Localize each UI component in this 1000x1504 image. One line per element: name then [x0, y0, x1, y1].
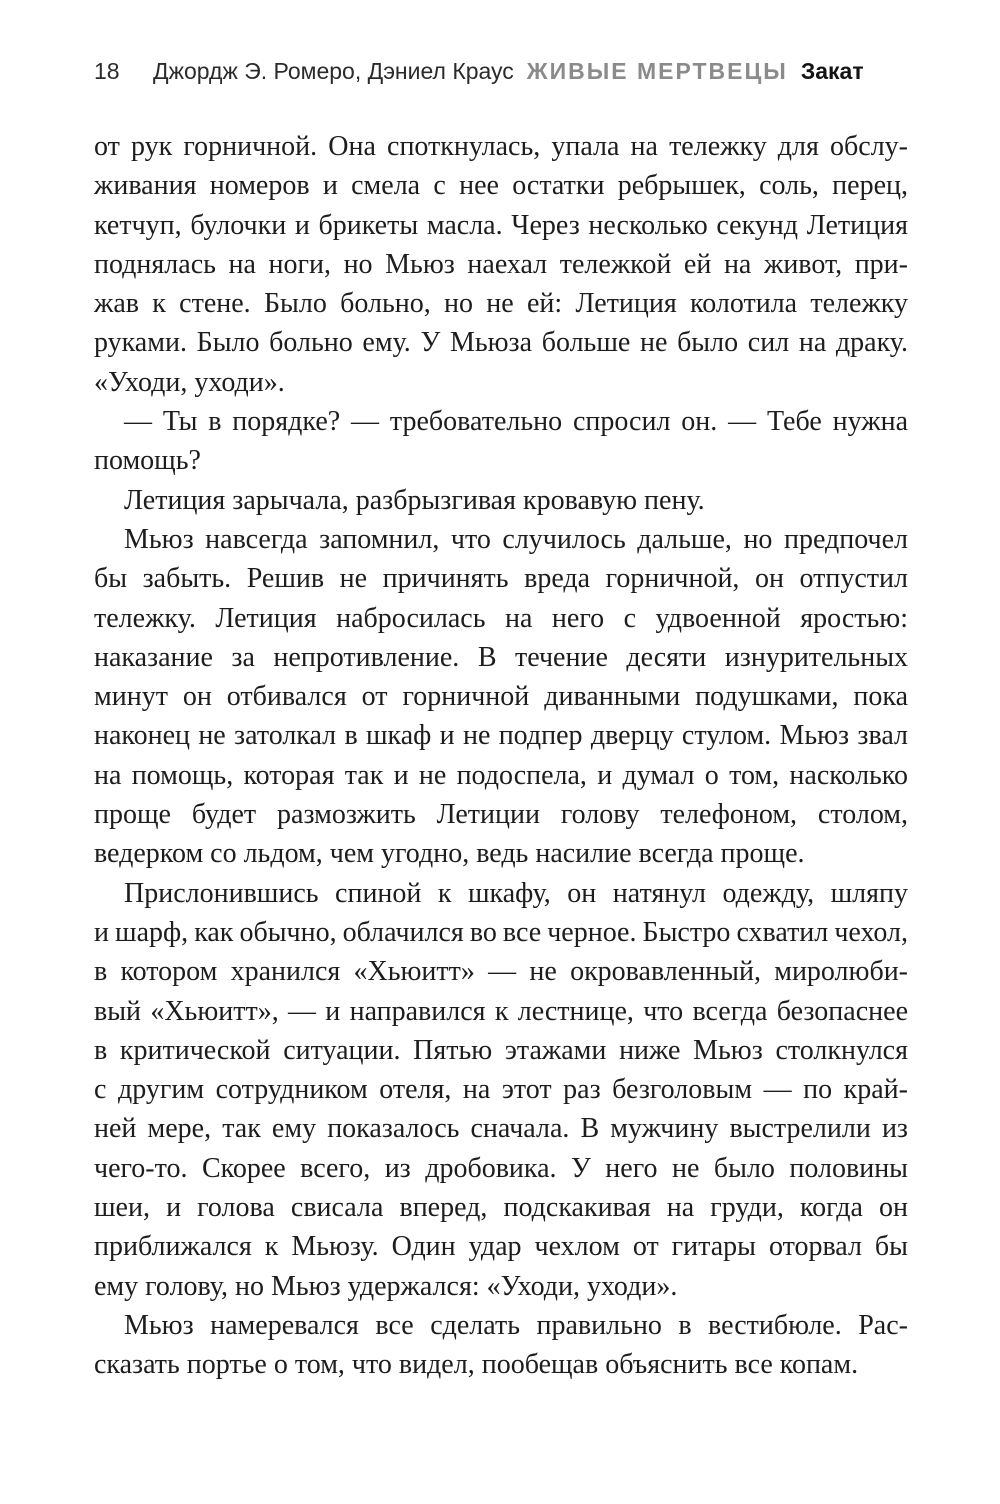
text-line: в котором хранился «Хьюитт» — не окровавленный, миролюби- — [94, 956, 908, 988]
text-line: живания номеров и смела с нее остатки ребрышек, соль, перец, — [94, 170, 908, 202]
running-header — [94, 57, 908, 85]
text-line: шеи, и голова свисала вперед, подскакивая на груди, когда он — [94, 1192, 908, 1224]
text-line: наказание за непротивление. В течение десяти изнурительных — [94, 641, 908, 673]
page-number: 18 — [94, 58, 120, 84]
text-line: ведерком со льдом, чем угодно, ведь насилие всегда проще. — [94, 838, 805, 870]
paragraph — [94, 402, 908, 481]
text-line: в критической ситуации. Пятью этажами ниже Мьюз столкнулся — [94, 1034, 908, 1066]
header-chapter-title: Закат — [800, 58, 864, 84]
text-line: вый «Хьюитт», — и направился к лестнице, что всегда безопаснее — [94, 995, 908, 1027]
text-line: «Уходи, уходи». — [94, 366, 285, 398]
text-line: Летиция зарычала, разбрызгивая кровавую пену. — [124, 484, 705, 516]
text-line: приближался к Мьюзу. Один удар чехлом от гитары оторвал бы — [94, 1231, 908, 1263]
header-book-title: ЖИВЫЕ МЕРТВЕЦЫ — [526, 58, 788, 84]
text-line: — Ты в порядке? — требовательно спросил он. — Тебе нужна — [124, 406, 908, 438]
text-line: бы забыть. Решив не причинять вреда горничной, он отпустил — [94, 563, 908, 595]
text-line: кетчуп, булочки и брикеты масла. Через несколько секунд Летиция — [94, 209, 908, 241]
text-line: ему голову, но Мьюз удержался: «Уходи, уходи». — [94, 1270, 678, 1302]
text-line: от рук горничной. Она споткнулась, упала на тележку для обслу- — [94, 131, 908, 162]
text-line: тележку. Летиция набросилась на него с удвоенной яростью: — [94, 602, 908, 634]
text-line: ней мере, так ему показалось сначала. В мужчину выстрелили из — [94, 1113, 908, 1145]
body-text — [94, 127, 908, 1385]
paragraph — [94, 520, 908, 874]
paragraph — [94, 481, 908, 520]
text-line: наконец не затолкал в шкаф и не подпер дверцу стулом. Мьюз звал — [94, 720, 908, 752]
text-line: Мьюз навсегда запомнил, что случилось дальше, но предпочел — [124, 523, 908, 555]
text-line: проще будет размозжить Летиции голову телефоном, столом, — [94, 799, 908, 831]
paragraph — [94, 127, 908, 402]
header-authors: Джордж Э. Ромеро, Дэниел Краус — [153, 58, 514, 84]
text-line: минут он отбивался от горничной диванными подушками, пока — [94, 681, 908, 713]
text-line: поднялась на ноги, но Мьюз наехал тележкой ей на живот, при- — [94, 248, 908, 280]
text-line: жав к стене. Было больно, но не ей: Летиция колотила тележку — [94, 288, 908, 320]
text-line: руками. Было больно ему. У Мьюза больше не было сил на драку. — [94, 327, 908, 359]
text-line: Мьюз намеревался все сделать правильно в вестибюле. Рас- — [124, 1309, 908, 1341]
text-line: на помощь, которая так и не подоспела, и думал о том, насколько — [94, 759, 908, 791]
text-line: с другим сотрудником отеля, на этот раз безголовым — по край- — [94, 1074, 908, 1106]
text-line: сказать портье о том, что видел, пообещав объяснить все копам. — [94, 1349, 859, 1381]
text-line: чего-то. Скорее всего, из дробовика. У него не было половины — [94, 1152, 908, 1184]
paragraph — [94, 874, 908, 1306]
text-line: Прислонившись спиной к шкафу, он натянул одежду, шляпу — [124, 877, 908, 909]
text-line: и шарф, как обычно, облачился во все черное. Быстро схватил чехол, — [94, 916, 908, 948]
text-line: помощь? — [94, 445, 201, 477]
paragraph — [94, 1306, 908, 1385]
